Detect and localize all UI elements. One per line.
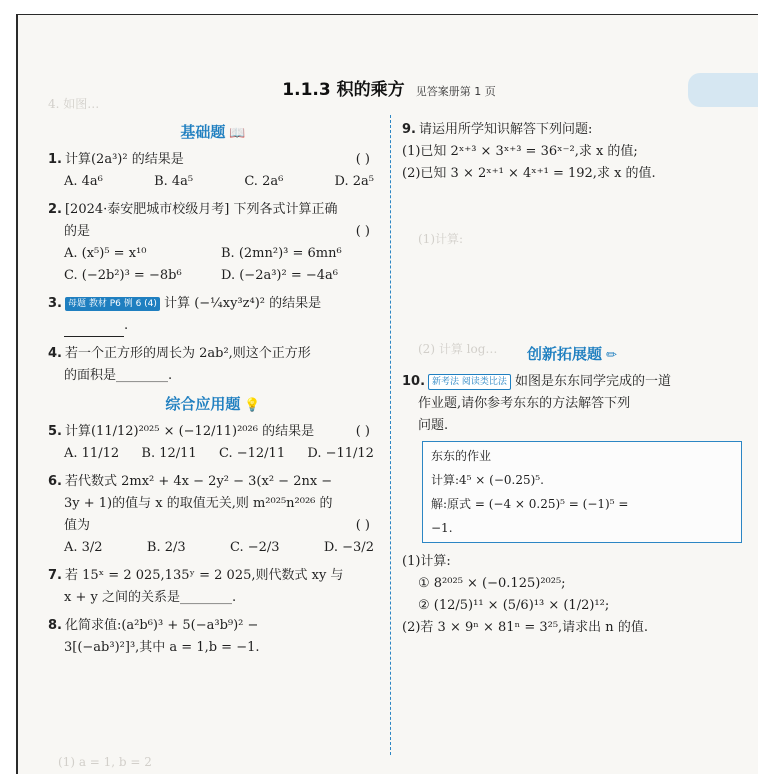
q1-option-b[interactable]: B. 4a⁵: [154, 174, 194, 189]
q6-option-d[interactable]: D. −3/2: [323, 540, 374, 555]
q2-option-d[interactable]: D. (−2a³)² = −4a⁶: [221, 268, 338, 283]
q6-option-a[interactable]: A. 3/2: [64, 540, 103, 555]
sub-item-2: ② (12/5)¹¹ × (5/6)¹³ × (1/2)¹²;: [418, 598, 610, 613]
bleed-text-4: (1) a = 1, b = 2: [58, 755, 152, 769]
homework-title: 东东的作业: [431, 449, 492, 463]
section-basic: 基础题 📖: [180, 123, 246, 141]
book-magnifier-icon: 📖: [229, 126, 246, 141]
q6-options: [48, 537, 378, 559]
section-innovation: 创新拓展题 ✏: [527, 345, 617, 363]
section-comprehensive: 综合应用题 💡: [165, 395, 261, 413]
page: [16, 14, 758, 774]
q1-options: [48, 171, 378, 193]
lightbulb-icon: 💡: [244, 398, 261, 413]
homework-box: [422, 441, 742, 543]
page-header: [18, 75, 758, 100]
question-9: 9. 请运用所学知识解答下列问题: (1)已知 2ˣ⁺³ × 3ˣ⁺³ = 36ˣ⁻²,求 x 的值; (2)已知 3 × 2ˣ⁺¹ × 4ˣ⁺¹ = 192,求 x 的值.: [402, 122, 656, 181]
q1-option-d[interactable]: D. 2a⁵: [334, 174, 374, 189]
bleed-text-2: (1)计算:: [418, 232, 464, 246]
sub-item-1: ① 8²⁰²⁵ × (−0.125)²⁰²⁵;: [418, 576, 566, 591]
homework-result: −1.: [431, 521, 453, 535]
page-title: 1.1.3 积的乘方: [282, 80, 405, 100]
q6-option-b[interactable]: B. 2/3: [146, 540, 186, 555]
sub-question-2: (2)若 3 × 9ⁿ × 81ⁿ = 3²⁵,请求出 n 的值.: [402, 620, 648, 635]
question-10: 10. 新考法 阅读类比法 如图是东东同学完成的一道 作业题,请你参考东东的方法解答下列 问题. 东东的作业 计算:4⁵ × (−0.25)⁵. 解:原式 = (−4 × 0.25)⁵ = (−1)⁵ = −1. (1)计算: ① 8²⁰²⁵ × (−0.125)²⁰²⁵; ② (12/5)¹¹ × (5/6)¹³ × (1/2)¹²; (2)若 3 × 9ⁿ × 81ⁿ = 3²⁵,请求出 n 的值.: [402, 371, 742, 639]
q2-option-b[interactable]: B. (2mn²)³ = 6mn⁶: [221, 246, 342, 261]
question-2: 2. [2024·泰安肥城市校级月考] 下列各式计算正确 的是 ( ) A. (x⁵)⁵ = x¹⁰ B. (2mn²)³ = 6mn⁶ C. (−2b²)³ = −8b⁶ D. (−2a³)² = −4a⁶: [48, 199, 378, 287]
homework-problem: 计算:4⁵ × (−0.25)⁵.: [431, 473, 544, 487]
left-column: [48, 119, 378, 665]
question-7: 7. 若 15ˣ = 2 025,135ʸ = 2 025,则代数式 xy 与 x + y 之间的关系是________.: [48, 568, 344, 605]
pencil-icon: ✏: [606, 348, 617, 363]
bleed-text-3: (2) 计算 log…: [418, 342, 498, 356]
question-5: 5. 计算(11/12)²⁰²⁵ × (−12/11)²⁰²⁶ 的结果是 ( ) A. 11/12 B. 12/11 C. −12/11 D. −11/12: [48, 421, 378, 465]
question-8: 8. 化简求值:(a²b⁶)³ + 5(−a³b⁹)² − 3[(−ab³)²]³,其中 a = 1,b = −1.: [48, 618, 260, 655]
q2-options: [48, 243, 378, 287]
q5-option-a[interactable]: A. 11/12: [64, 446, 120, 461]
source-badge: 母题 教材 P6 例 6 (4): [65, 297, 160, 311]
answer-blank[interactable]: [64, 322, 124, 337]
homework-solution: 解:原式 = (−4 × 0.25)⁵ = (−1)⁵ =: [431, 497, 629, 511]
q2-option-c[interactable]: C. (−2b²)³ = −8b⁶: [64, 268, 182, 283]
q5-option-c[interactable]: C. −12/11: [218, 446, 286, 461]
spacer: [402, 191, 742, 341]
q5-option-d[interactable]: D. −11/12: [307, 446, 374, 461]
question-4: 4. 若一个正方形的周长为 2ab²,则这个正方形 的面积是________.: [48, 346, 311, 383]
right-column: [402, 119, 742, 645]
q1-option-c[interactable]: C. 2a⁶: [244, 174, 284, 189]
question-6: 6. 若代数式 2mx² + 4x − 2y² − 3(x² − 2nx − 3y + 1)的值与 x 的取值无关,则 m²⁰²⁵n²⁰²⁶ 的 值为 ( ) A. 3/2 B. 2/3 C. −2/3 D. −3/2: [48, 471, 378, 559]
q5-option-b[interactable]: B. 12/11: [141, 446, 197, 461]
q6-option-c[interactable]: C. −2/3: [230, 540, 280, 555]
q2-option-a[interactable]: A. (x⁵)⁵ = x¹⁰: [64, 246, 147, 261]
q1-option-a[interactable]: A. 4a⁶: [64, 174, 103, 189]
question-3: 3. 母题 教材 P6 例 6 (4) 计算 (−¼xy³z⁴)² 的结果是 .: [48, 293, 378, 337]
answer-reference: 见答案册第 1 页: [415, 85, 496, 98]
bleed-text-1: 4. 如图…: [48, 97, 100, 111]
column-divider: [390, 115, 391, 755]
tag-badge: 新考法 阅读类比法: [428, 374, 511, 390]
q5-options: [48, 443, 378, 465]
question-1: 1. 计算(2a³)² 的结果是 ( ) A. 4a⁶ B. 4a⁵ C. 2a⁶ D. 2a⁵: [48, 149, 378, 193]
